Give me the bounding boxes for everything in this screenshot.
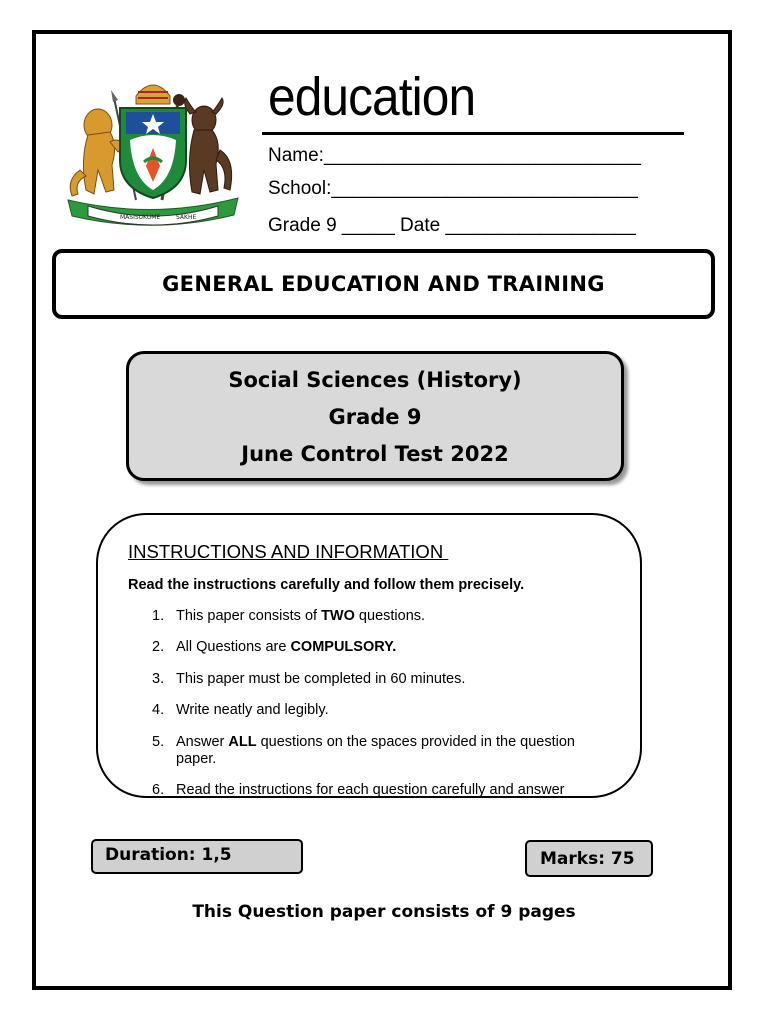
subject-box	[126, 351, 624, 481]
instruction-number: 4.	[152, 702, 165, 718]
school-field[interactable]: School:_____________________________	[268, 178, 638, 199]
instructions-heading: INSTRUCTIONS AND INFORMATION	[128, 541, 449, 562]
instructions-box	[96, 513, 642, 798]
instruction-text: This paper must be completed in 60 minutes.	[176, 671, 466, 687]
instruction-number: 2.	[152, 639, 165, 655]
instruction-number: 3.	[152, 671, 165, 687]
instruction-text: Write neatly and legibly.	[176, 702, 329, 718]
subject-name: Social Sciences (History)	[228, 368, 522, 392]
instructions-intro: Read the instructions carefully and follow them precisely.	[128, 577, 525, 593]
instruction-emphasis: COMPULSORY.	[290, 639, 397, 655]
instruction-emphasis: ALL	[228, 734, 257, 750]
marks-badge: Marks: 75	[525, 840, 653, 877]
instruction-item	[152, 702, 612, 719]
duration-badge: Duration: 1,5	[91, 839, 303, 874]
instruction-text: Answer	[176, 734, 229, 750]
instruction-text: Read the instructions for each question carefully and answer	[176, 782, 565, 798]
motto-left-text: MASISUKUME	[120, 214, 161, 221]
page-count-note: This Question paper consists of 9 pages	[192, 902, 576, 922]
instruction-item	[152, 608, 612, 625]
coat-of-arms-logo	[58, 70, 248, 240]
instruction-number: 6.	[152, 782, 165, 798]
instruction-text-end: questions on the spaces provided in the question paper.	[176, 734, 575, 767]
instruction-item	[152, 734, 612, 768]
instruction-text: All Questions are	[176, 639, 291, 655]
department-title: education	[268, 67, 476, 127]
phase-banner-title: GENERAL EDUCATION AND TRAINING	[162, 272, 605, 296]
instruction-item	[152, 639, 612, 656]
instruction-number: 5.	[152, 734, 165, 750]
motto-right-text: SAKHE	[176, 214, 197, 221]
title-underline	[262, 132, 684, 135]
subject-grade: Grade 9	[328, 405, 422, 429]
phase-banner	[52, 249, 715, 319]
instruction-text-end: questions.	[354, 608, 426, 624]
instruction-item	[152, 671, 612, 688]
instruction-text: This paper consists of	[176, 608, 322, 624]
instruction-item	[152, 782, 612, 798]
name-field[interactable]: Name:______________________________	[268, 145, 641, 166]
grade-date-field[interactable]: Grade 9 _____ Date __________________	[268, 215, 636, 236]
subject-test-title: June Control Test 2022	[241, 442, 509, 466]
instruction-number: 1.	[152, 608, 165, 624]
instruction-emphasis: TWO	[321, 608, 355, 624]
